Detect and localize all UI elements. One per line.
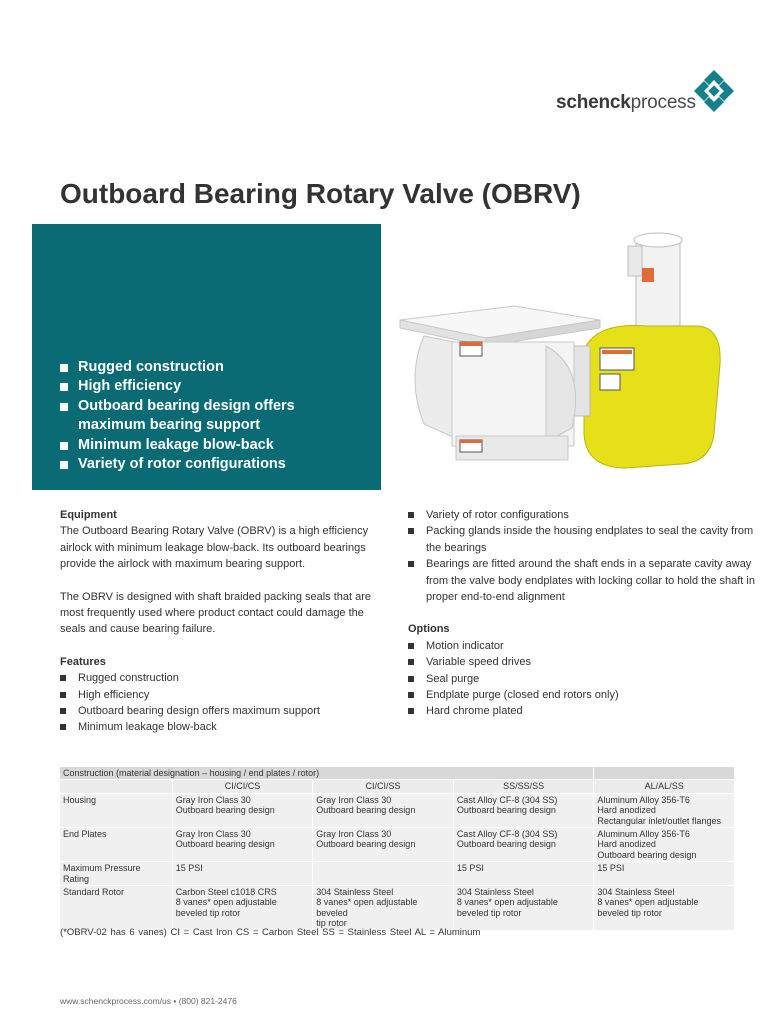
cell-line: Aluminum Alloy 356-T6 (597, 794, 690, 805)
table-cell (454, 794, 594, 827)
company-logo (556, 68, 738, 118)
cell-line: Gray Iron Class 30 (316, 794, 392, 805)
cell-line: Aluminum Alloy 356-T6 (597, 829, 690, 840)
cell-line: 304 Stainless Steel (316, 887, 394, 898)
features-list-continued (408, 507, 768, 605)
hero-bullet: Outboard bearing design offers maximum bearing support (60, 397, 360, 436)
table-cell (594, 794, 734, 827)
cell-line: 8 vanes* open adjustable (456, 897, 558, 908)
table-cell (173, 794, 313, 827)
row-label: End Plates (60, 828, 172, 861)
table-cell (313, 828, 453, 861)
cell-line: beveled tip rotor (456, 907, 522, 918)
right-column (408, 507, 768, 720)
cell-line: 15 PSI (456, 863, 484, 874)
left-column (60, 507, 385, 736)
table-cell (173, 886, 313, 930)
column-header: CI/CI/CS (173, 780, 313, 792)
cell-line: Outboard bearing design (597, 849, 697, 860)
cell-line: Outboard bearing design (316, 839, 416, 850)
table-corner-cell (60, 780, 172, 792)
hero-bullet: High efficiency (60, 377, 360, 396)
feature-item: Variety of rotor configurations (408, 507, 768, 523)
cell-line: beveled tip rotor (597, 907, 662, 918)
row-label: Maximum Pressure Rating (60, 862, 172, 885)
logo-wordmark-light: process (630, 92, 696, 113)
cell-line: 8 vanes* open adjustable (597, 897, 699, 908)
footer-contact: www.schenckprocess.com/us • (800) 821-2476 (60, 996, 237, 1006)
cell-line: Hard anodized (597, 839, 656, 850)
equipment-heading: Equipment (60, 509, 117, 521)
page-title: Outboard Bearing Rotary Valve (OBRV) (60, 178, 581, 209)
table-cell (454, 828, 594, 861)
features-list (60, 670, 385, 736)
cell-line: tip rotor (316, 918, 347, 929)
hero-bullet-list (60, 358, 360, 474)
features-heading: Features (60, 655, 106, 668)
column-header: AL/AL/SS (594, 780, 734, 792)
table-cell (173, 862, 313, 885)
table-cell (313, 794, 453, 827)
table-cell (594, 886, 734, 930)
table-row (60, 828, 734, 861)
cell-line: 15 PSI (175, 863, 203, 874)
cell-line: 15 PSI (597, 863, 625, 874)
logo-wordmark (556, 92, 696, 114)
table-cell (594, 862, 734, 885)
table-row (60, 862, 734, 885)
cell-line: 304 Stainless Steel (597, 887, 675, 898)
options-heading: Options (408, 623, 450, 636)
option-item: Motion indicator (408, 638, 768, 654)
cell-line: Carbon Steel c1018 CRS (175, 887, 277, 898)
cell-line: Gray Iron Class 30 (175, 794, 251, 805)
table-caption-row (60, 767, 734, 779)
feature-item: Bearings are fitted around the shaft ends in a separate cavity away from the valve body endplates with locking collar to hold the shaft in proper end-to-end alignment (408, 556, 768, 605)
table-row (60, 794, 734, 827)
table-cell (454, 862, 594, 885)
cell-line: Gray Iron Class 30 (316, 829, 392, 840)
table-column-header-row (60, 780, 734, 792)
cell-line: 304 Stainless Steel (456, 887, 534, 898)
table-cell (313, 886, 453, 930)
cell-line: Cast Alloy CF-8 (304 SS) (456, 829, 558, 840)
logo-wordmark-bold: schenck (556, 92, 631, 113)
options-list (408, 638, 768, 720)
hero-bullet: Rugged construction (60, 358, 360, 377)
feature-item: Outboard bearing design offers maximum support (60, 703, 385, 719)
cell-line: Outboard bearing design (456, 805, 556, 816)
cell-line: 8 vanes* open adjustable (175, 897, 277, 908)
table-cell (173, 828, 313, 861)
option-item: Hard chrome plated (408, 703, 768, 719)
cell-line: Cast Alloy CF-8 (304 SS) (456, 794, 558, 805)
table-cell (594, 828, 734, 861)
cell-line: Gray Iron Class 30 (175, 829, 251, 840)
option-item: Seal purge (408, 671, 768, 687)
cell-line: Hard anodized (597, 805, 656, 816)
cell-line: Outboard bearing design (175, 805, 275, 816)
rotary-valve-product-image (396, 228, 728, 490)
row-label: Housing (60, 794, 172, 827)
cell-line: beveled tip rotor (175, 907, 241, 918)
hero-bullet: Minimum leakage blow-back (60, 436, 360, 455)
table-caption-spacer (594, 767, 734, 779)
cell-line: 8 vanes* open adjustable beveled (316, 897, 418, 918)
table-row (60, 886, 734, 930)
cell-line: Outboard bearing design (316, 805, 416, 816)
equipment-paragraph: The OBRV is designed with shaft braided packing seals that are most frequently used where product contact could damage the seals and cause bearing failure. (60, 590, 372, 636)
option-item: Variable speed drives (408, 654, 768, 670)
hero-bullet: Variety of rotor configurations (60, 455, 360, 474)
cell-line: Outboard bearing design (456, 839, 556, 850)
table-caption: Construction (material designation – housing / end plates / rotor) (60, 767, 593, 779)
cell-line: Rectangular inlet/outlet flanges (597, 815, 721, 826)
cell-line: Outboard bearing design (175, 839, 275, 850)
column-header: CI/CI/SS (313, 780, 453, 792)
construction-table (59, 766, 735, 931)
feature-item: Minimum leakage blow-back (60, 719, 385, 735)
feature-item: Rugged construction (60, 670, 385, 686)
row-label: Standard Rotor (60, 886, 172, 930)
feature-item: High efficiency (60, 687, 385, 703)
logo-mark-icon (692, 68, 736, 114)
table-footnote: (*OBRV-02 has 6 vanes) CI = Cast Iron CS = Carbon Steel SS = Stainless Steel AL = Aluminum (60, 927, 481, 938)
column-header: SS/SS/SS (454, 780, 594, 792)
equipment-paragraph: The Outboard Bearing Rotary Valve (OBRV) is a high efficiency airlock with minimum leakage blow-back. Its outboard bearings provide the airlock with maximum bearing support. (60, 525, 369, 571)
feature-item: Packing glands inside the housing endplates to seal the cavity from the bearings (408, 523, 768, 556)
option-item: Endplate purge (closed end rotors only) (408, 687, 768, 703)
table-cell (313, 862, 453, 885)
table-cell (454, 886, 594, 930)
